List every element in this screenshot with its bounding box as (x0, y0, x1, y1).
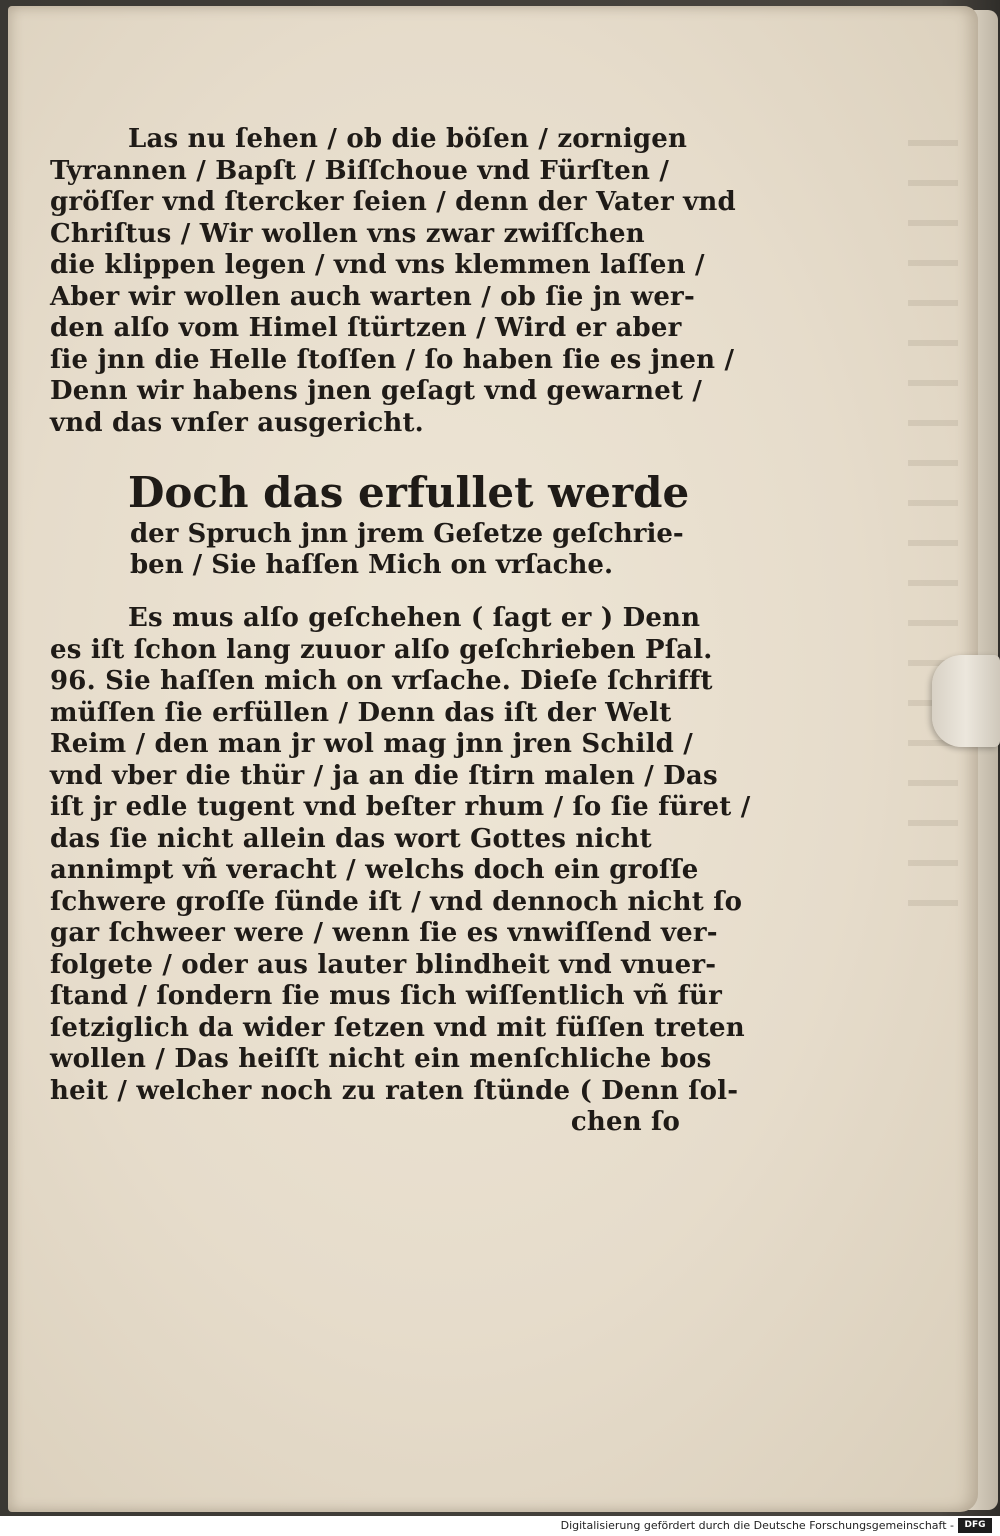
text-line: ſie jnn die Helle ſtoſſen / ſo haben ſie es jnen / (50, 344, 735, 375)
text-line: Denn wir habens jnen geſagt vnd gewarnet / (50, 376, 703, 406)
show-through-text (908, 106, 958, 906)
section-heading: Doch das erfullet werde (128, 468, 690, 517)
paragraph-2 (50, 603, 751, 1139)
paragraph-1 (50, 124, 736, 439)
text-line: Tyrannen / Bapſt / Biſſchoue vnd Fürſten / (50, 155, 670, 186)
text-line: das ſie nicht allein das wort Gottes nicht (50, 823, 652, 854)
footer-bar (0, 1516, 1000, 1536)
text-line: vnd vber die thür / ja an die ſtirn malen / Das (50, 760, 718, 791)
text-line: gröſſer vnd ſtercker ſeien / denn der Vater vnd (50, 187, 736, 217)
text-line: die klippen legen / vnd vns klemmen laſſen / (50, 250, 705, 280)
text-line: gar ſchweer were / wenn ſie es vnwiſſend ver- (50, 918, 718, 948)
text-line: wollen / Das heiſſt nicht ein menſchliche bos (50, 1044, 712, 1074)
text-line: Las nu ſehen / ob die böſen / zornigen (128, 124, 688, 154)
text-line: heit / welcher noch zu raten ſtünde ( Denn ſol- (50, 1075, 739, 1106)
dfg-logo: DFG (958, 1518, 992, 1533)
text-line: Chriſtus / Wir wollen vns zwar zwiſſchen (50, 218, 645, 249)
heading-subline: der Spruch jnn jrem Geſetze geſchrie- (130, 519, 684, 549)
text-line: annimpt vñ veracht / welchs doch ein groſſe (50, 855, 699, 885)
text-block (50, 124, 751, 1139)
text-line: iſt jr edle tugent vnd beſter rhum / ſo ſie füret / (50, 792, 751, 822)
text-line: ſetziglich da wider ſetzen vnd mit füſſen treten (50, 1012, 745, 1043)
text-line: folgete / oder aus lauter blindheit vnd vnuer- (50, 949, 717, 980)
bookmark-tab (932, 655, 1000, 747)
text-line: den alſo vom Himel ſtürtzen / Wird er aber (50, 313, 682, 343)
text-line: vnd das vnſer ausgericht. (50, 407, 424, 438)
text-line: müſſen ſie erfüllen / Denn das iſt der Welt (50, 697, 672, 728)
text-line: Es mus alſo geſchehen ( ſagt er ) Denn (128, 603, 701, 633)
footer-credit: Digitalisierung gefördert durch die Deutsche Forschungsgemeinschaft - (560, 1519, 954, 1532)
book-page (8, 6, 978, 1512)
text-line: ſtand / ſondern ſie mus ſich wiſſentlich vñ für (50, 981, 723, 1011)
text-line: Reim / den man jr wol mag jnn jren Schild / (50, 729, 693, 759)
text-line: es iſt ſchon lang zuuor alſo geſchrieben Pſal. (50, 634, 713, 665)
text-line: Aber wir wollen auch warten / ob ſie jn wer- (50, 281, 695, 312)
heading-subline: ben / Sie haſſen Mich on vrſache. (130, 550, 613, 580)
text-line: 96. Sie haſſen mich on vrſache. Dieſe ſchrifft (50, 666, 713, 696)
text-line: ſchwere groſſe ſünde iſt / vnd dennoch nicht ſo (50, 886, 743, 917)
catchword: chen ſo (570, 1107, 680, 1137)
